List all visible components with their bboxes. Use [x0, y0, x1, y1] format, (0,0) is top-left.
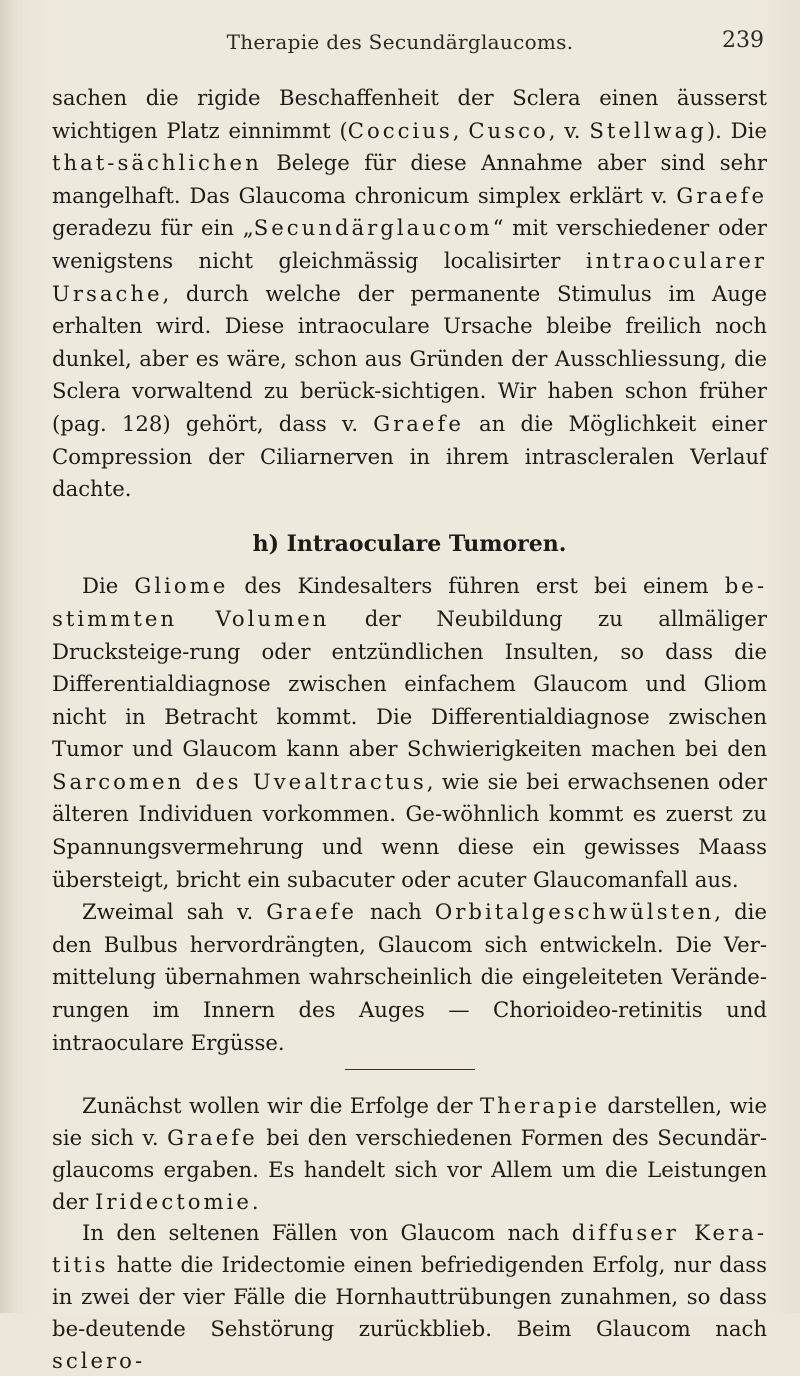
page-header: [0, 22, 800, 62]
section-divider: [345, 1069, 475, 1070]
text-run: , wie sie bei erwachsenen oder älteren Individuen vorkommen. Ge-wöhnlich kommt es zuerst zu Spannungsvermehrung und wenn diese ein gewisses Maass übersteigt, bricht ein subacuter oder acuter Glaucomanfall aus.: [52, 768, 767, 892]
page-number: 239: [722, 28, 764, 53]
author-name: Graefe: [373, 410, 464, 436]
emphasis: Secundärglaucom: [253, 215, 493, 241]
text-run: hatte die Iridectomie einen befriedigenden Erfolg, nur dass in zwei der vier Fälle die Hornhauttrübungen zunahmen, so dass be-deutende Sehstörung zurückblieb. Beim Glaucom nach: [52, 1252, 767, 1341]
author-name: Graefe: [676, 182, 767, 208]
text-run: geradezu für ein „: [52, 215, 254, 241]
paragraph-gliome: [52, 570, 767, 896]
emphasis: diffuser Kera-titis: [52, 1220, 767, 1278]
text-run: an die Möglichkeit einer Compression der Ciliarnerven in ihrem intrascleralen Verlauf dachte.: [52, 410, 768, 502]
author-name: Cusco: [468, 117, 549, 143]
paragraph-keratitis: [52, 1217, 767, 1376]
emphasis: Therapie: [479, 1093, 600, 1119]
text-run: In den seltenen Fällen von Glaucom nach: [82, 1220, 572, 1246]
author-name: Graefe: [167, 1125, 258, 1151]
text-run: Zunächst wollen wir die Erfolge der: [82, 1093, 480, 1119]
text-run: , v.: [548, 117, 590, 143]
emphasis: intraocularer Ursache: [52, 247, 767, 306]
text-run: darstellen, wie sie sich v.: [52, 1093, 767, 1151]
emphasis: Gliome: [134, 573, 229, 599]
paragraph-orbital: [52, 896, 767, 1059]
running-title: Therapie des Secundärglaucoms.: [226, 30, 574, 54]
emphasis: sclero-: [52, 1347, 146, 1373]
emphasis: that-sächlichen: [52, 150, 262, 176]
section-heading: h) Intraoculare Tumoren.: [252, 530, 567, 557]
emphasis: Orbitalgeschwülsten: [434, 899, 715, 925]
body-text: [52, 82, 767, 1376]
text-run: .: [251, 1188, 259, 1214]
text-run: Zweimal sah v.: [82, 899, 267, 925]
text-run: nach: [356, 899, 435, 925]
text-run: Belege für diese Annahme aber sind sehr mangelhaft. Das Glaucoma chronicum simplex erklärt v.: [52, 150, 767, 208]
text-run: ). Die: [706, 117, 767, 143]
author-name: Stellwag: [589, 117, 707, 143]
text-run: des Kindesalters führen erst bei einem: [228, 573, 725, 599]
paragraph-therapie: [52, 1090, 767, 1217]
paragraph-sclera: [52, 82, 767, 506]
text-run: der Neubildung zu allmäliger Drucksteige-rung oder entzündlichen Insulten, so dass die Differentialdiagnose zwischen einfachem Glaucom und Gliom nicht in Betracht kommt. Die Differentialdiagnose zwischen Tumor und Glaucom kann aber Schwierigkeiten machen bei den: [52, 605, 767, 762]
emphasis: Sarcomen des Uvealtractus: [52, 768, 427, 794]
text-run: , die den Bulbus hervordrängten, Glaucom sich entwickeln. Die Ver-mittelung übernahmen wahrscheinlich die eingeleiteten Verände-rungen im Innern des Auges — Chorioideo-retinitis und intraoculare Ergüsse.: [52, 899, 767, 1055]
emphasis: Iridectomie: [94, 1188, 252, 1214]
text-run: bei den verschiedenen Formen des Secundär-glaucoms ergaben. Es handelt sich vor Allem um die Leistungen der: [52, 1125, 768, 1214]
text-run: , durch welche der permanente Stimulus im Auge erhalten wird. Diese intraoculare Ursache bleibe freilich noch dunkel, aber es wäre, schon aus Gründen der Ausschliessung, die Sclera vorwaltend zu berück-sichtigen. Wir haben schon früher (pag. 128) gehört, dass v.: [52, 280, 767, 436]
author-name: Coccius: [347, 117, 453, 143]
text-run: Die: [82, 573, 135, 599]
text-run: “ mit verschiedener oder wenigstens nicht gleichmässig localisirter: [52, 215, 767, 273]
text-run: sachen die rigide Beschaffenheit der Sclera einen äusserst wichtigen Platz einnimmt (: [52, 85, 767, 143]
author-name: Graefe: [266, 899, 357, 925]
emphasis: be-stimmten Volumen: [52, 573, 767, 631]
text-run: ,: [452, 117, 469, 143]
